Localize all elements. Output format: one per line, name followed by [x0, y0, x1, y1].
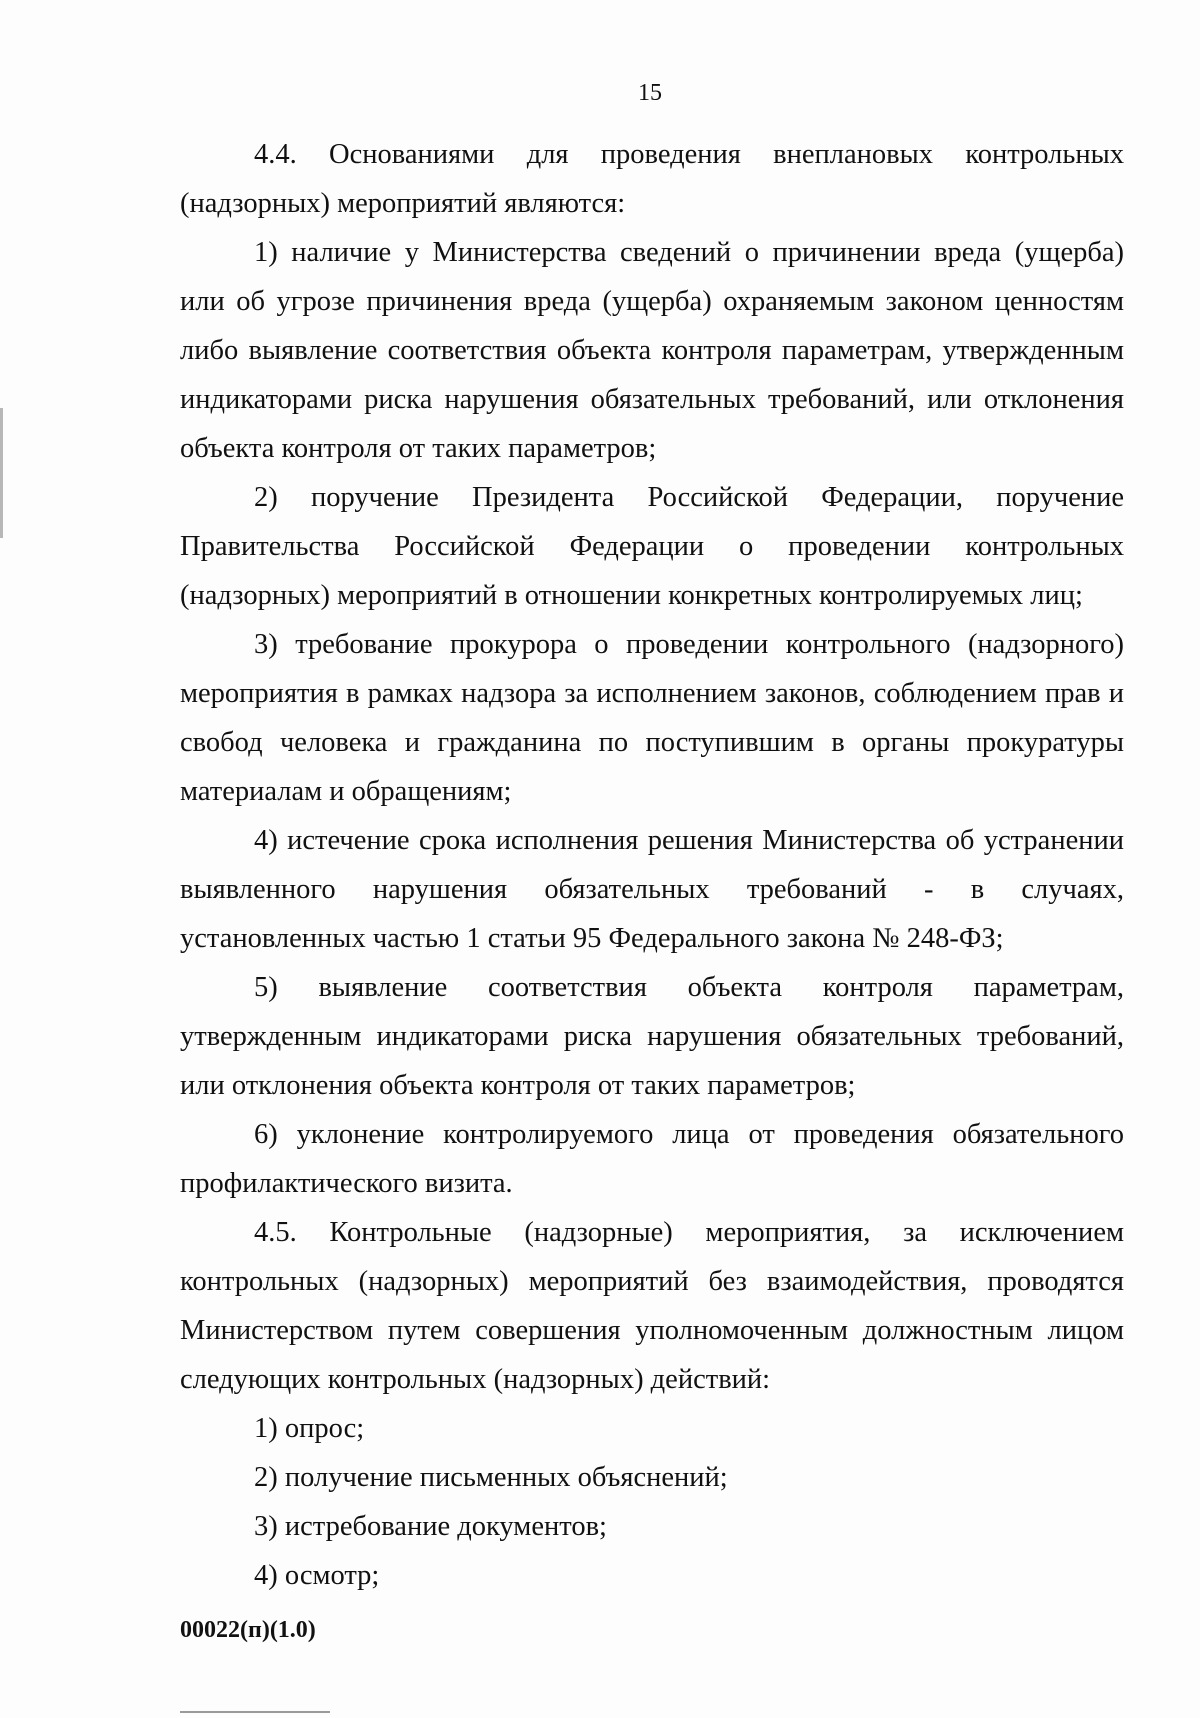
paragraph-4-4: 4.4. Основаниями для проведения внеплановых контрольных (надзорных) мероприятий являются: [180, 139, 1124, 219]
paragraph-4-5: 4.5. Контрольные (надзорные) мероприятия, за исключением контрольных (надзорных) мероприятий без взаимодействия, проводятся Министерством путем совершения уполномоченным должностным лицом следующих контрольных (надзорных) действий: [180, 1217, 1124, 1395]
list-item-2: 2) поручение Президента Российской Федерации, поручение Правительства Российской Федерации о проведении контрольных (надзорных) мероприятий в отношении конкретных контролируемых лиц; [180, 482, 1124, 611]
list-item-5: 5) выявление соответствия объекта контроля параметрам, утвержденным индикаторами риска нарушения обязательных требований, или отклонения объекта контроля от таких параметров; [180, 972, 1124, 1101]
page-number: 15 [638, 80, 662, 106]
action-item-1: 1) опрос; [254, 1413, 365, 1444]
scan-bottom-mark [180, 1711, 330, 1713]
action-item-3: 3) истребование документов; [254, 1511, 607, 1542]
action-item-4: 4) осмотр; [254, 1560, 380, 1591]
list-item-3: 3) требование прокурора о проведении контрольного (надзорного) мероприятия в рамках надзора за исполнением законов, соблюдением прав и свобод человека и гражданина по поступившим в органы прокуратуры материалам и обращениям; [180, 629, 1124, 807]
scan-margin-mark [0, 408, 3, 538]
action-item-2: 2) получение письменных объяснений; [254, 1462, 728, 1493]
list-item-4: 4) истечение срока исполнения решения Министерства об устранении выявленного нарушения обязательных требований - в случаях, установленных частью 1 статьи 95 Федерального закона № 248-ФЗ; [180, 825, 1124, 954]
document-code: 00022(п)(1.0) [180, 1617, 316, 1643]
list-item-1: 1) наличие у Министерства сведений о причинении вреда (ущерба) или об угрозе причинения вреда (ущерба) охраняемым законом ценностям либо выявление соответствия объекта контроля параметрам, утвержденным индикаторами риска нарушения обязательных требований, или отклонения объекта контроля от таких параметров; [180, 237, 1124, 464]
list-item-6: 6) уклонение контролируемого лица от проведения обязательного профилактического визита. [180, 1119, 1124, 1199]
document-body [180, 130, 1124, 1600]
